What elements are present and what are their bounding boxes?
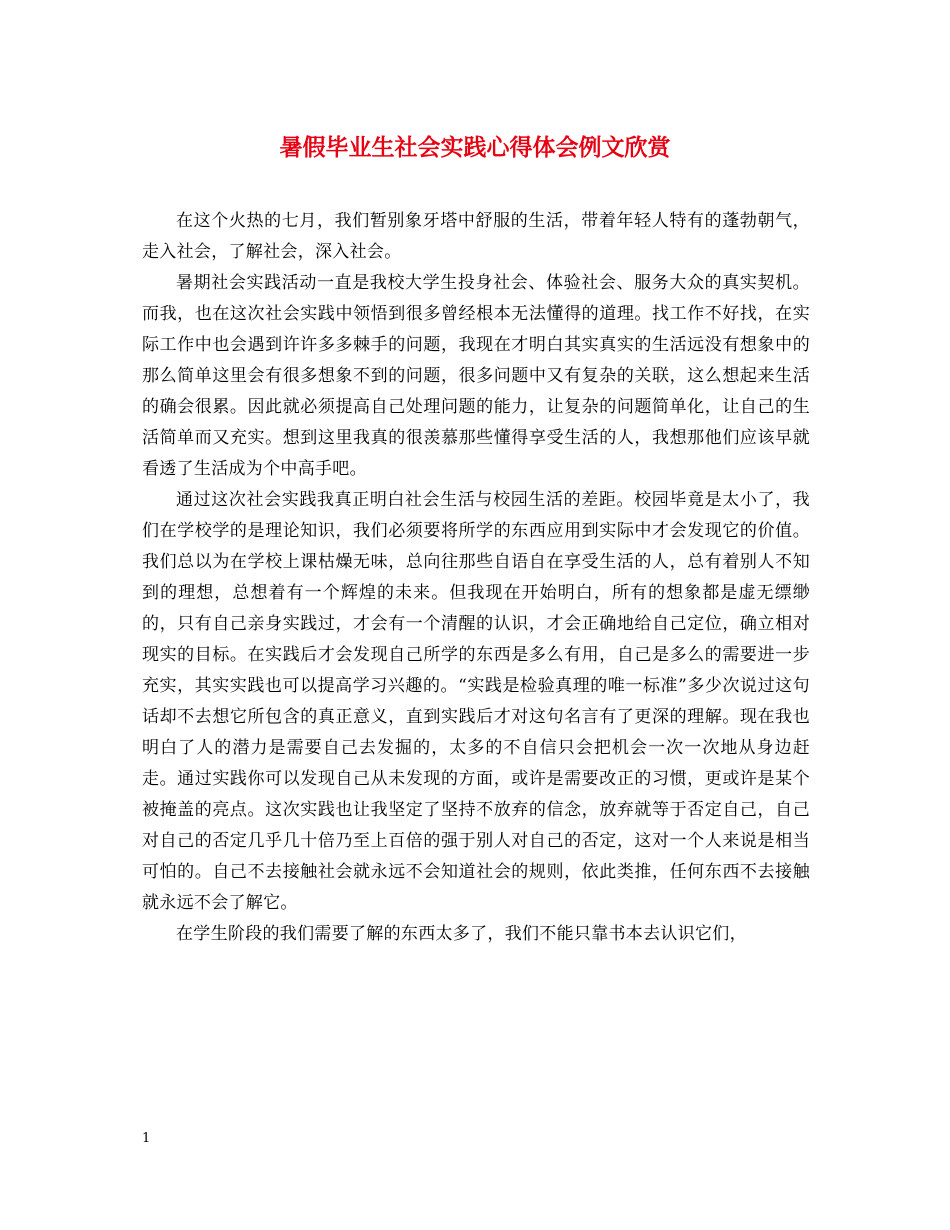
document-title: 暑假毕业生社会实践心得体会例文欣赏 [279, 134, 671, 161]
paragraph-2: 暑期社会实践活动一直是我校大学生投身社会、体验社会、服务大众的真实契机。而我，也在这次社会实践中领悟到很多曾经根本无法懂得的道理。找工作不好找，在实际工作中也会遇到许许多多棘手的问题，我现在才明白其实真实的生活远没有想象中的那么简单这里会有很多想象不到的问题，很多问题中又有复杂的关联，这么想起来生活的确会很累。因此就必须提高自己处理问题的能力，让复杂的问题简单化，让自己的生活简单而又充实。想到这里我真的很羡慕那些懂得享受生活的人，我想那他们应该早就看透了生活成为个中高手吧。 [142, 273, 810, 479]
page-number: 1 [142, 1131, 151, 1146]
paragraph-1: 在这个火热的七月，我们暂别象牙塔中舒服的生活，带着年轻人特有的蓬勃朝气，走入社会，了解社会，深入社会。 [142, 211, 810, 262]
paragraph-3: 通过这次社会实践我真正明白社会生活与校园生活的差距。校园毕竟是太小了，我们在学校学的是理论知识，我们必须要将所学的东西应用到实际中才会发现它的价值。我们总以为在学校上课枯燥无味，总向往那些自语自在享受生活的人，总有着别人不知到的理想，总想着有一个辉煌的未来。但我现在开始明白，所有的想象都是虚无缥缈的，只有自己亲身实践过，才会有一个清醒的认识，才会正确地给自己定位，确立相对现实的目标。在实践后才会发现自己所学的东西是多么有用，自己是多么的需要进一步充实，其实实践也可以提高学习兴趣的。“实践是检验真理的唯一标准”多少次说过这句话却不去想它所包含的真正意义，直到实践后才对这句名言有了更深的理解。现在我也明白了人的潜力是需要自己去发掘的，太多的不自信只会把机会一次一次地从身边赶走。通过实践你可以发现自己从未发现的方面，或许是需要改正的习惯，更或许是某个被掩盖的亮点。这次实践也让我坚定了坚持不放弃的信念，放弃就等于否定自己，自己对自己的否定几乎几十倍乃至上百倍的强于别人对自己的否定，这对一个人来说是相当可怕的。自己不去接触社会就永远不会知道社会的规则，依此类推，任何东西不去接触就永远不会了解它。 [142, 490, 810, 913]
document-body [142, 206, 810, 950]
paragraph-4: 在学生阶段的我们需要了解的东西太多了，我们不能只靠书本去认识它们， [176, 924, 747, 944]
